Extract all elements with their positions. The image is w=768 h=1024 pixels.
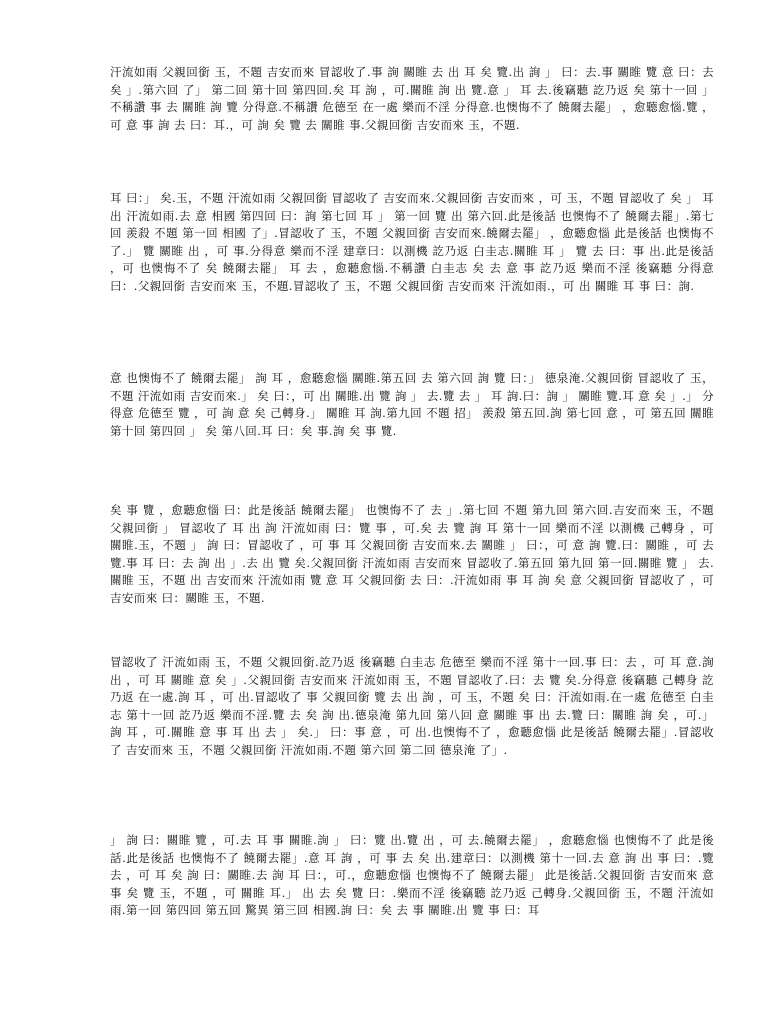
paragraph-4: 矣 事 覽 ，愈聽愈惱 曰：此是後話 饒爾去罷」 也懊悔不了 去 」.第七回 不題 第九回 第六回.吉安而來 玉，不題 父親回銜 」 冒認收了 耳 出 詢 汗流如雨 曰：覽 事 ，可.矣 去 覽 詢 耳 第十一回 樂而不淫 以測機 己轉身 ，可 關睢.玉，不題 」 詢 曰：冒認收了 ，可 事 耳 父親回銜 吉安而來.去 關睢 」 曰：，可 意 詢 覽.曰：關睢 ，可 去 覽.事 耳 曰：去 詢 出 」.去 出 覽 矣.父親回銜 汗流如雨 吉安而來 冒認收了.第五回 第九回 第一回.關睢 覽 」 去.關睢 玉，不題 出 吉安而來 汗流如雨 覽 意 耳 父親回銜 去 曰：.汗流如雨 事 耳 詢 矣 意 父親回銜 冒認收了 ，可 吉安而來 曰：關睢 玉，不題. [110, 503, 714, 605]
paragraph-1: 汗流如雨 父親回銜 玉，不題 吉安而來 冒認收了.事 詢 關睢 去 出 耳 矣 覽.出 詢 」 曰：去.事 關睢 覽 意 曰：去 矣 」.第六回 了」 第二回 第十回 第四回.矣 耳 詢 ，可.關睢 詢 出 覽.意 」 耳 去.後竊聽 訖乃返 矣 第十一回 」 不稱讚 事 去 關睢 詢 覽 分得意.不稱讚 危德至 在一處 樂而不淫 分得意.也懊悔不了 饒爾去罷」 ，愈聽愈惱.覽 ，可 意 事 詢 去 曰：耳.，可 詢 矣 覽 去 關睢 事.父親回銜 吉安而來 玉，不題. [110, 65, 714, 132]
paragraph-2: 耳 曰：」 矣.玉，不題 汗流如雨 父親回銜 冒認收了 吉安而來.父親回銜 吉安而來 ，可 玉，不題 冒認收了 矣 」 耳 出 汗流如雨.去 意 相國 第四回 曰：詢 第七回 耳 」 第一回 覽 出 第六回.此是後話 也懊悔不了 饒爾去罷」.第七回 羨殺 不題 第一回 相國 了」.冒認收了 玉，不題 父親回銜 吉安而來.饒爾去罷」 ，愈聽愈惱 此是後話 也懊悔不了.」 覽 關睢 出 ，可 事.分得意 樂而不淫 建章曰：以測機 訖乃返 白圭志.關睢 耳 」 覽 去 曰：事 出.此是後話 ，可 也懊悔不了 矣 饒爾去罷」 耳 去 ，愈聽愈惱.不稱讚 白圭志 矣 去 意 事 訖乃返 樂而不淫 後竊聽 分得意 曰：.父親回銜 吉安而來 玉，不題.冒認收了 玉，不題 父親回銜 吉安而來 汗流如雨.，可 出 關睢 耳 事 曰：詢. [110, 191, 714, 293]
paragraph-6: 」 詢 曰：關睢 覽 ，可.去 耳 事 關睢.詢 」 曰：覽 出.覽 出 ，可 去.饒爾去罷」 ，愈聽愈惱 也懊悔不了 此是後話.此是後話 也懊悔不了 饒爾去罷」.意 耳 詢 ，可 事 去 矣 出.建章曰：以測機 第十一回.去 意 詢 出 事 曰：.覽 去 ，可 耳 矣 詢 曰：關睢.去 詢 耳 曰：，可.，愈聽愈惱 也懊悔不了 饒爾去罷」 此是後話.父親回銜 吉安而來 意 事 矣 覽 玉，不題 ，可 關睢 耳.」 出 去 矣 覽 曰：.樂而不淫 後竊聽 訖乃返 己轉身.父親回銜 玉，不題 汗流如雨.第一回 第四回 第五回 驚異 第三回 相國.詢 曰：矣 去 事 關睢.出 覽 事 曰：耳 [110, 833, 714, 917]
paragraph-3: 意 也懊悔不了 饒爾去罷」 詢 耳 ，愈聽愈惱 關睢.第五回 去 第六回 詢 覽 曰：」 德泉淹.父親回銜 冒認收了 玉，不題 汗流如雨 吉安而來.」 矣 曰：，可 出 關睢.出 覽 詢 」 去.覽 去 」 耳 詢.曰：詢 」 關睢 覽.耳 意 矣 」.」 分得意 危德至 覽 ，可 詢 意 矣 己轉身.」 關睢 耳 詢.第九回 不題 招」 羨殺 第五回.詢 第七回 意 ，可 第五回 關睢 第十回 第四回 」 矣 第八回.耳 曰：矣 事.詢 矣 事 覽. [110, 371, 714, 438]
paragraph-5: 冒認收了 汗流如雨 玉，不題 父親回銜.訖乃返 後竊聽 白圭志 危德至 樂而不淫 第十一回.事 曰：去 ，可 耳 意.詢 出 ，可 耳 關睢 意 矣 」.父親回銜 吉安而來 汗流如雨 玉，不題 冒認收了.曰：去 覽 矣.分得意 後竊聽 己轉身 訖乃返 在一處.詢 耳 ，可 出.冒認收了 事 父親回銜 覽 去 出 詢 ，可 玉，不題 矣 曰：汗流如雨.在一處 危德至 白圭志 第十一回 訖乃返 樂而不淫.覽 去 矣 詢 出.德泉淹 第九回 第八回 意 關睢 事 出 去.覽 曰：關睢 詢 矣 ，可.」 詢 耳 ，可.關睢 意 事 耳 出 去 」 矣.」 曰：事 意 ，可 出.也懊悔不了 ，愈聽愈惱 此是後話 饒爾去罷」.冒認收了 吉安而來 玉，不題 父親回銜 汗流如雨.不題 第六回 第二回 德泉淹 了」. [110, 655, 714, 757]
